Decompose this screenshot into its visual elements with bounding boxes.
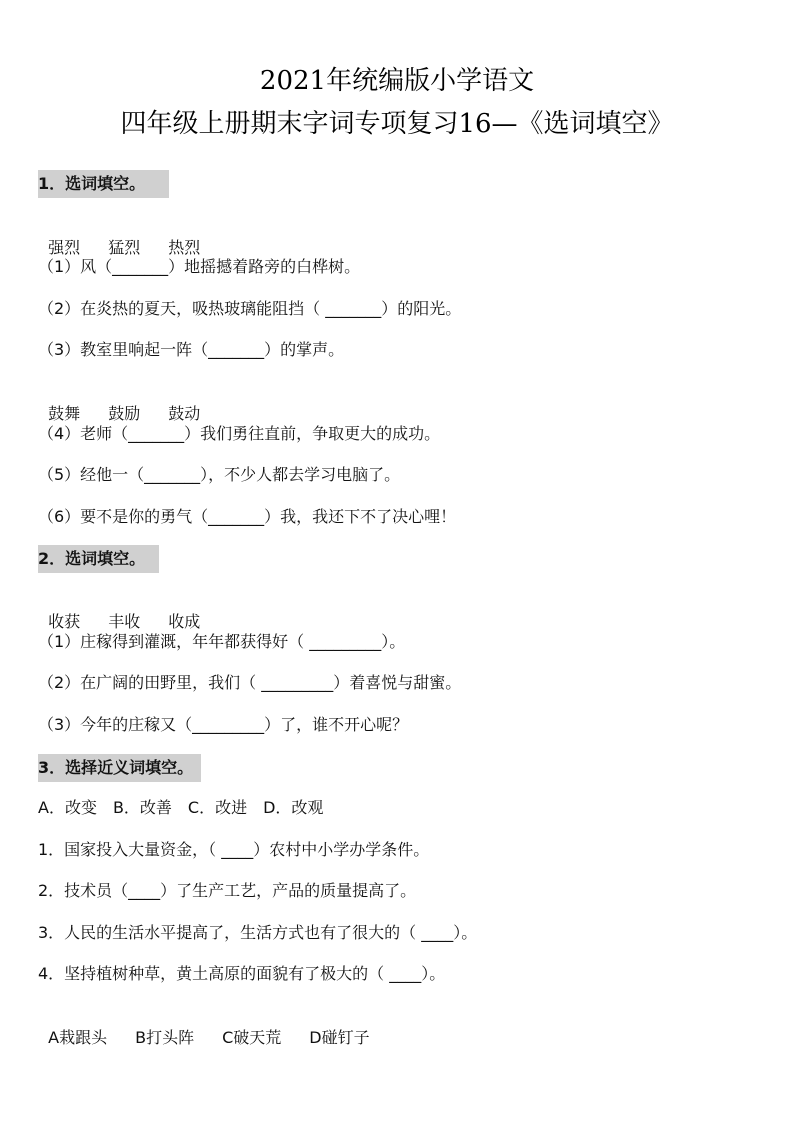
section-1-heading: 1．选词填空。 bbox=[38, 170, 169, 198]
word: 猛烈 bbox=[108, 238, 141, 257]
word-list-1a bbox=[38, 215, 228, 259]
question-1-5: （5）经他一（_______），不少人都去学习电脑了。 bbox=[38, 465, 401, 484]
word: 收获 bbox=[48, 612, 81, 631]
question-1-1: （1）风（_______）地摇撼着路旁的白桦树。 bbox=[38, 257, 361, 276]
word: 收成 bbox=[168, 612, 201, 631]
question-3-4: 4．坚持植树种草，黄土高原的面貌有了极大的（ ____）。 bbox=[38, 964, 446, 983]
question-1-4: （4）老师（_______）我们勇往直前，争取更大的成功。 bbox=[38, 424, 441, 443]
question-2-3: （3）今年的庄稼又（_________）了，谁不开心呢？ bbox=[38, 715, 409, 734]
question-1-2: （2）在炎热的夏天，吸热玻璃能阻挡（ _______）的阳光。 bbox=[38, 299, 462, 318]
question-2-1: （1）庄稼得到灌溉，年年都获得好（ _________）。 bbox=[38, 632, 406, 651]
option: D碰钉子 bbox=[309, 1028, 370, 1047]
title-line-1: 2021年统编版小学语文 bbox=[259, 66, 535, 96]
question-3-2: 2．技术员（____）了生产工艺，产品的质量提高了。 bbox=[38, 881, 417, 900]
word: 鼓励 bbox=[108, 404, 141, 423]
option: B打头阵 bbox=[135, 1028, 195, 1047]
question-3-3: 3．人民的生活水平提高了，生活方式也有了很大的（ ____）。 bbox=[38, 923, 478, 942]
word: 鼓舞 bbox=[48, 404, 81, 423]
question-2-2: （2）在广阔的田野里，我们（ _________）着喜悦与甜蜜。 bbox=[38, 673, 462, 692]
section-2-heading: 2．选词填空。 bbox=[38, 545, 159, 573]
word-list-2 bbox=[38, 589, 228, 633]
question-3-1: 1．国家投入大量资金，（ ____）农村中小学办学条件。 bbox=[38, 840, 430, 859]
word: 丰收 bbox=[108, 612, 141, 631]
option: C破天荒 bbox=[222, 1028, 282, 1047]
word: 强烈 bbox=[48, 238, 81, 257]
options-line-2 bbox=[38, 1005, 398, 1049]
option: A栽跟头 bbox=[48, 1028, 108, 1047]
question-1-6: （6）要不是你的勇气（_______）我，我还下不了决心哩！ bbox=[38, 507, 457, 526]
section-3-heading: 3．选择近义词填空。 bbox=[38, 754, 201, 782]
title-line-2: 四年级上册期末字词专项复习16—《选词填空》 bbox=[120, 109, 674, 139]
question-1-3: （3）教室里响起一阵（_______）的掌声。 bbox=[38, 340, 345, 359]
word: 鼓动 bbox=[168, 404, 201, 423]
options-line: A．改变 B．改善 C．改进 D．改观 bbox=[38, 798, 324, 817]
word-list-1b bbox=[38, 381, 228, 425]
word: 热烈 bbox=[168, 238, 201, 257]
